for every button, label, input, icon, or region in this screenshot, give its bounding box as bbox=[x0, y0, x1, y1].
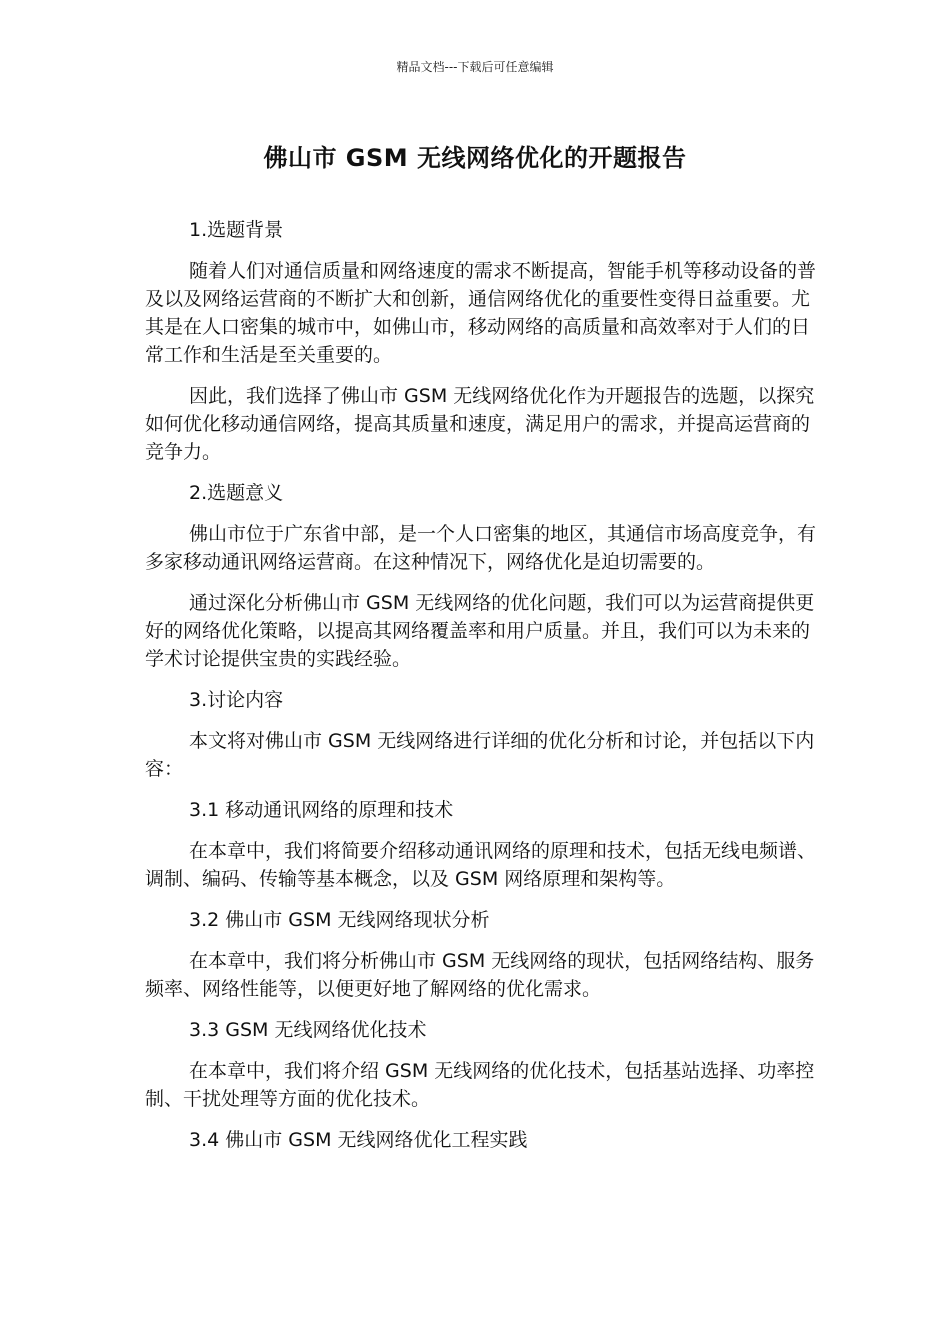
section-heading-3-3: 3.3 GSM 无线网络优化技术 bbox=[189, 1019, 427, 1041]
document-body bbox=[145, 216, 817, 1167]
section-heading-1: 1.选题背景 bbox=[189, 219, 284, 241]
section-heading-3-2: 3.2 佛山市 GSM 无线网络现状分析 bbox=[189, 909, 490, 931]
section-heading-2: 2.选题意义 bbox=[189, 482, 284, 504]
paragraph: 佛山市位于广东省中部，是一个人口密集的地区，其通信市场高度竞争，有多家移动通讯网络运营商。在这种情况下，网络优化是迫切需要的。 bbox=[145, 523, 817, 573]
paragraph: 通过深化分析佛山市 GSM 无线网络的优化问题，我们可以为运营商提供更好的网络优化策略，以提高其网络覆盖率和用户质量。并且，我们可以为未来的学术讨论提供宝贵的实践经验。 bbox=[145, 592, 815, 670]
header-note: 精品文档---下载后可任意编辑 bbox=[396, 60, 554, 74]
document-title: 佛山市 GSM 无线网络优化的开题报告 bbox=[263, 144, 687, 172]
paragraph: 因此，我们选择了佛山市 GSM 无线网络优化作为开题报告的选题，以探究如何优化移动通信网络，提高其质量和速度，满足用户的需求，并提高运营商的竞争力。 bbox=[145, 385, 815, 463]
paragraph: 在本章中，我们将简要介绍移动通讯网络的原理和技术，包括无线电频谱、调制、编码、传输等基本概念，以及 GSM 网络原理和架构等。 bbox=[145, 840, 817, 890]
paragraph: 本文将对佛山市 GSM 无线网络进行详细的优化分析和讨论，并包括以下内容： bbox=[145, 730, 815, 780]
section-heading-3-4: 3.4 佛山市 GSM 无线网络优化工程实践 bbox=[189, 1129, 528, 1151]
paragraph: 随着人们对通信质量和网络速度的需求不断提高，智能手机等移动设备的普及以及网络运营商的不断扩大和创新，通信网络优化的重要性变得日益重要。尤其是在人口密集的城市中，如佛山市，移动网络的高质量和高效率对于人们的日常工作和生活是至关重要的。 bbox=[145, 260, 817, 366]
paragraph: 在本章中，我们将分析佛山市 GSM 无线网络的现状，包括网络结构、服务频率、网络性能等，以便更好地了解网络的优化需求。 bbox=[145, 950, 815, 1000]
section-heading-3: 3.讨论内容 bbox=[189, 689, 284, 711]
section-heading-3-1: 3.1 移动通讯网络的原理和技术 bbox=[189, 799, 454, 821]
paragraph: 在本章中，我们将介绍 GSM 无线网络的优化技术，包括基站选择、功率控制、干扰处理等方面的优化技术。 bbox=[145, 1060, 815, 1110]
